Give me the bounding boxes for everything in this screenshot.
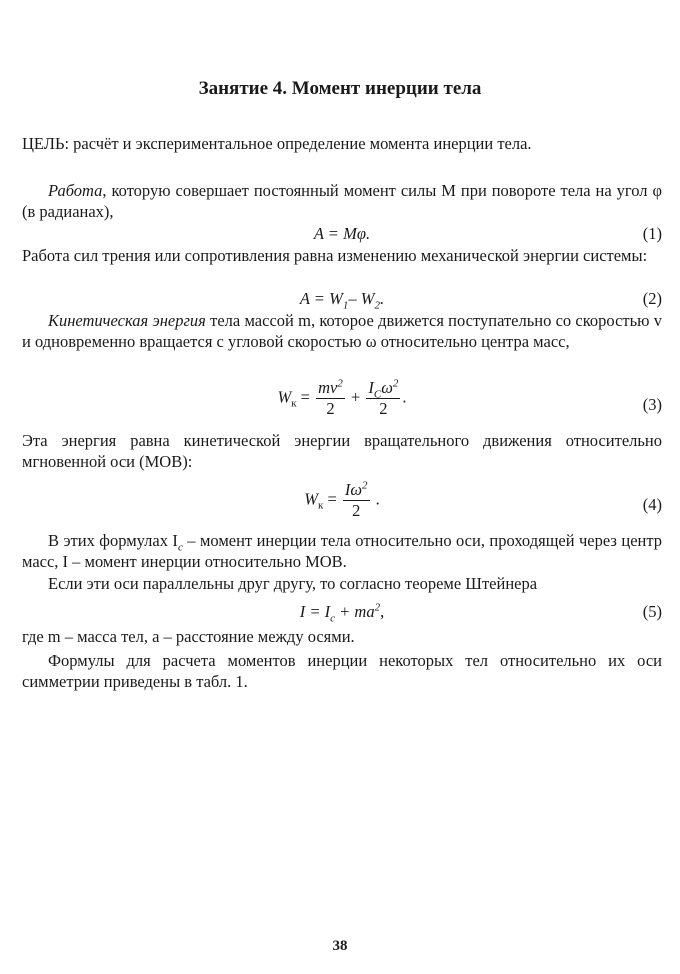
eq3-frac2-top: I (368, 378, 374, 397)
energy-paragraph: Эта энергия равна кинетической энергии вращательного движения относительно мгновенной оси (МОВ): (22, 431, 662, 471)
eq4-lhs-sub: к (317, 499, 324, 512)
p5-start: В этих формулах I (48, 531, 178, 550)
eq3-frac2-sub: C (373, 388, 382, 401)
eq2-sub1: 1 (342, 299, 349, 312)
eq3-fraction-1 (316, 378, 345, 419)
eq2-mid: – W (348, 289, 375, 308)
equation-4-formula: $W_к$ = $\frac{I\omega^2}{2}$ . (304, 479, 380, 520)
page-title: Занятие 4. Момент инерции тела (198, 78, 482, 99)
equation-1-formula: A = Mφ. (313, 224, 371, 243)
eq3-frac1-bot: 2 (326, 399, 335, 418)
kinetic-term: Кинетическая энергия (48, 311, 206, 330)
eq3-fraction-2 (366, 378, 400, 419)
table-ref-paragraph: Формулы для расчета моментов инерции некоторых тел относительно их оси симметрии приведены в табл. 1. (22, 651, 662, 691)
eq5-end: , (380, 602, 385, 621)
eq4-lhs: W (304, 489, 318, 509)
eq2-end: . (379, 289, 385, 308)
eq3-lhs: W (277, 387, 292, 407)
steiner-paragraph: Если эти оси параллельны друг другу, то согласно теореме Штейнера (48, 574, 538, 593)
equation-2-formula (22, 288, 662, 312)
eq3-frac1-top: mv (318, 378, 338, 397)
formulas-paragraph (22, 530, 662, 572)
work-text: , которую совершает постоянный момент силы M при повороте тела на угол φ (в радианах), (22, 181, 662, 221)
kinetic-text: тела массой m, которое движется поступательно со скоростью v и одновременно вращается с угловой скоростью ω относительно центра масс, (22, 311, 662, 351)
where-paragraph: где m – масса тел, a – расстояние между осями. (22, 627, 355, 646)
goal-paragraph: ЦЕЛЬ: расчёт и экспериментальное определение момента инерции тела. (22, 134, 532, 153)
equation-3-formula: $W_к$ = $\frac{mv^2}{2}$ + $\frac{I_C\omega^2}{2}$ . (277, 377, 407, 418)
eq5-sup: 2 (374, 601, 381, 614)
p5-sub: c (177, 541, 183, 554)
p5-rest: – момент инерции тела относительно оси, проходящей через центр масс, I – момент инерции относительно МОВ. (22, 531, 663, 571)
equation-4-number: (4) (642, 495, 662, 514)
eq2-sub2: 2 (374, 299, 380, 312)
equation-1 (22, 223, 662, 247)
eq2-lhs: A = W (299, 289, 343, 308)
equation-5-formula (22, 601, 662, 625)
friction-paragraph: Работа сил трения или сопротивления равна изменению механической энергии системы: (22, 246, 648, 265)
page-number: 38 (332, 938, 348, 954)
eq4-frac-top: Iω (344, 480, 363, 499)
equation-4 (22, 480, 662, 530)
equation-2-number: (2) (642, 289, 662, 308)
equation-2 (22, 288, 662, 312)
kinetic-paragraph (22, 310, 662, 352)
eq3-frac1-sup: 2 (337, 377, 343, 390)
equation-1-number: (1) (642, 224, 662, 243)
eq5-lhs: I = I (299, 602, 331, 621)
eq4-fraction (343, 480, 370, 521)
eq3-frac2-bot: 2 (379, 399, 388, 418)
eq4-frac-bot: 2 (352, 501, 361, 520)
eq3-frac2-sup: 2 (392, 377, 399, 390)
eq4-frac-sup: 2 (362, 479, 368, 492)
eq5-sub: c (330, 612, 336, 625)
equation-5 (22, 601, 662, 625)
work-term: Работа (48, 181, 103, 200)
eq3-frac2-top2: ω (381, 378, 393, 397)
eq5-mid: + ma (335, 602, 375, 621)
equation-3 (22, 378, 662, 428)
equation-3-number: (3) (642, 395, 662, 414)
work-paragraph (22, 180, 662, 222)
eq3-lhs-sub: к (291, 397, 297, 410)
equation-5-number: (5) (642, 602, 662, 621)
